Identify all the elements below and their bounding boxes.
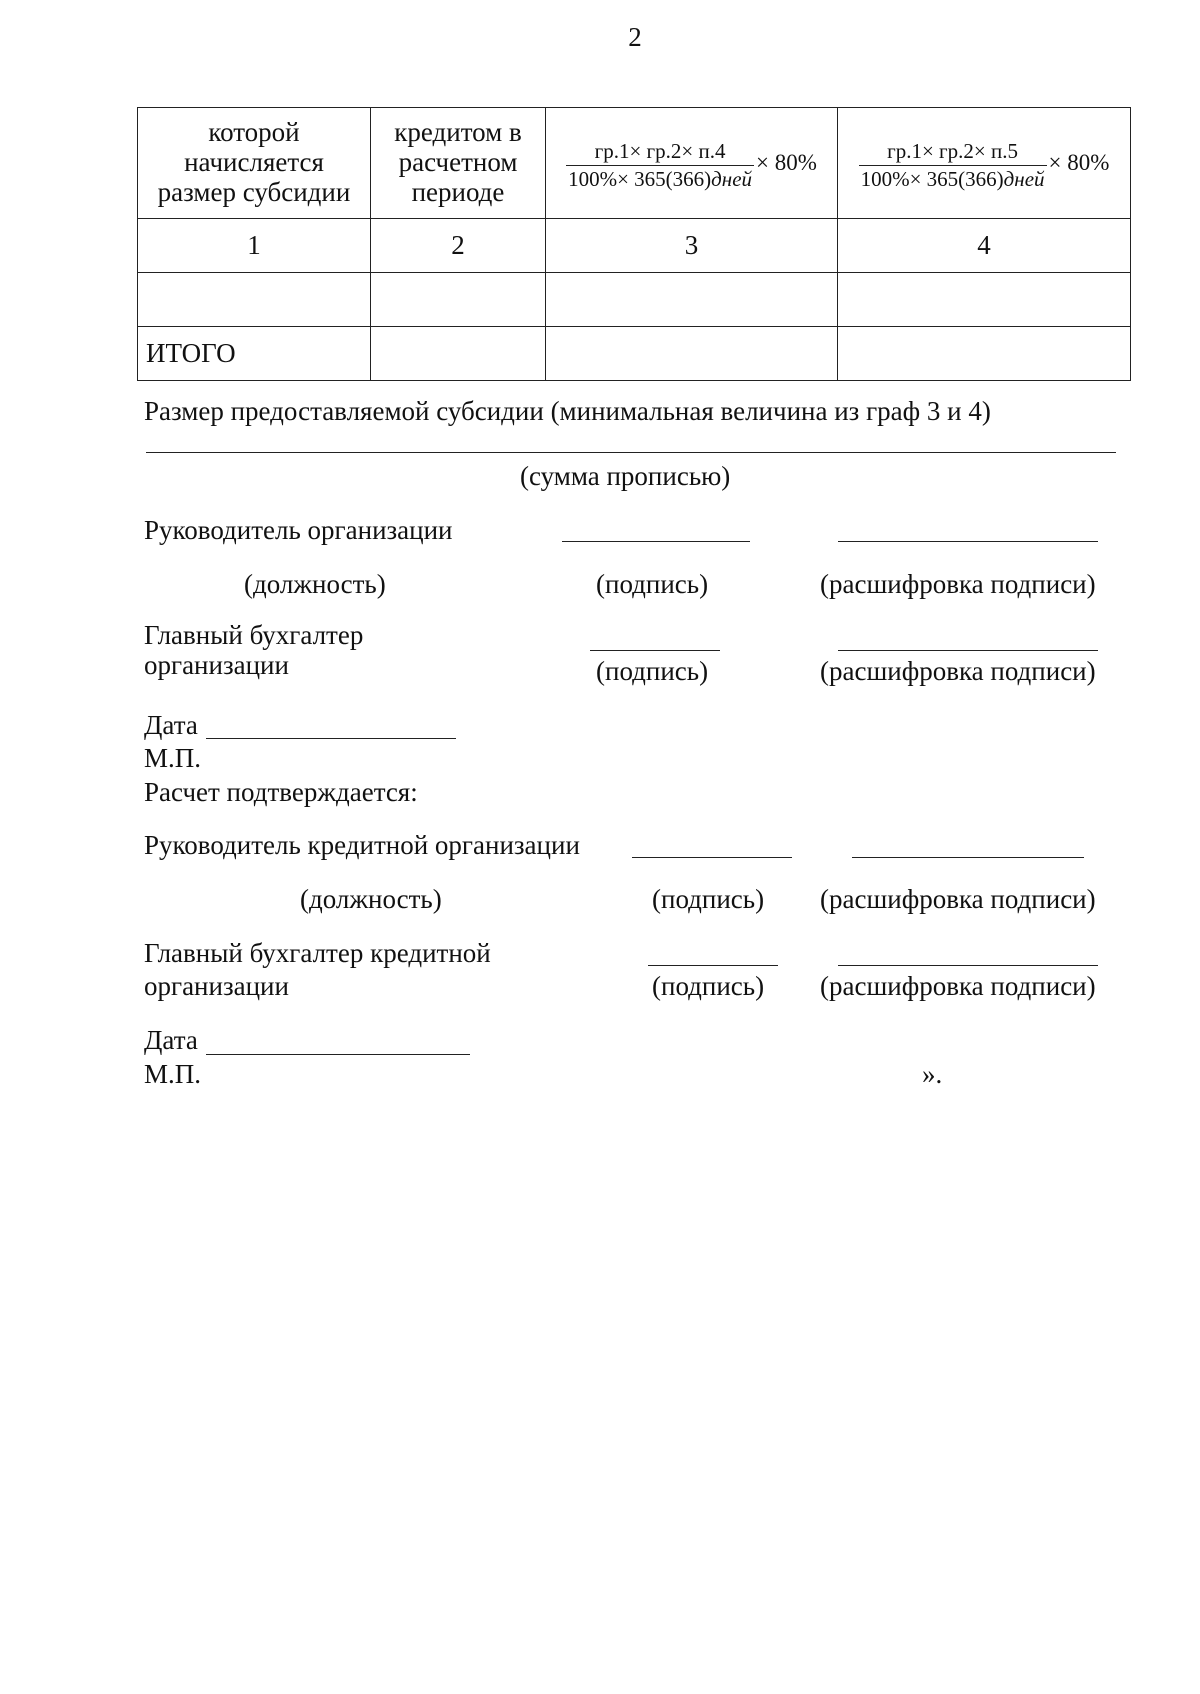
closing-quote: ».	[922, 1059, 943, 1089]
bank-chief-accountant-signature-line	[648, 965, 778, 966]
confirmation-label: Расчет подтверждается:	[144, 777, 418, 807]
bank-head-position-caption: (должность)	[300, 884, 442, 914]
chief-accountant-label-line1: Главный бухгалтер	[144, 620, 364, 650]
table-cell	[546, 327, 838, 381]
formula-column-3	[566, 140, 817, 191]
date-label: Дата	[144, 710, 198, 740]
stamp-label: М.П.	[144, 743, 202, 773]
column-number-3: 3	[546, 219, 838, 273]
formula-4-denominator: 100%× 365(366)дней	[860, 167, 1045, 191]
table-row	[138, 273, 1131, 327]
head-decoding-line	[838, 541, 1098, 542]
column-number-row	[138, 219, 1131, 273]
bank-chief-accountant-label-line2: организации	[144, 971, 289, 1001]
head-of-bank-label: Руководитель кредитной организации	[144, 830, 580, 860]
header-cell-3-formula	[546, 108, 838, 219]
column-number-1: 1	[138, 219, 371, 273]
bank-head-signature-line	[632, 857, 792, 858]
bank-head-decoding-caption: (расшифровка подписи)	[820, 884, 1096, 914]
formula-3-denominator: 100%× 365(366)дней	[568, 167, 753, 191]
header-cell-2: кредитом в расчетном периоде	[371, 108, 546, 219]
total-label: ИТОГО	[138, 327, 371, 381]
chief-accountant-decoding-line	[838, 650, 1098, 651]
subsidy-calculation-table	[137, 107, 1131, 381]
bank-chief-accountant-signature-caption: (подпись)	[652, 971, 765, 1001]
formula-4-multiplier: × 80%	[1048, 149, 1110, 175]
head-signature-line	[562, 541, 750, 542]
bank-chief-accountant-decoding-line	[838, 965, 1098, 966]
bank-stamp-label: М.П.	[144, 1059, 202, 1089]
date-line	[206, 738, 456, 739]
chief-accountant-label-line2: организации	[144, 650, 289, 680]
bank-head-decoding-line	[852, 857, 1084, 858]
amount-in-words-line	[146, 452, 1116, 453]
chief-accountant-signature-line	[590, 650, 720, 651]
column-number-4: 4	[838, 219, 1131, 273]
formula-3-numerator: гр.1× гр.2× п.4	[594, 138, 726, 163]
formula-4-numerator: гр.1× гр.2× п.5	[887, 138, 1018, 163]
formula-3-multiplier: × 80%	[756, 149, 817, 175]
chief-accountant-decoding-caption: (расшифровка подписи)	[820, 656, 1096, 686]
amount-in-words-caption: (сумма прописью)	[520, 461, 731, 491]
head-decoding-caption: (расшифровка подписи)	[820, 569, 1096, 599]
table-cell	[138, 273, 371, 327]
bank-chief-accountant-label-line1: Главный бухгалтер кредитной	[144, 938, 491, 968]
table-header-row	[138, 108, 1131, 219]
table-cell	[371, 273, 546, 327]
bank-date-label: Дата	[144, 1025, 198, 1055]
table-cell	[838, 327, 1131, 381]
formula-column-4	[859, 140, 1110, 191]
table-cell	[546, 273, 838, 327]
bank-date-line	[206, 1054, 470, 1055]
bank-head-signature-caption: (подпись)	[652, 884, 765, 914]
subsidy-size-label: Размер предоставляемой субсидии (минимальная величина из граф 3 и 4)	[144, 396, 991, 426]
table-cell	[371, 327, 546, 381]
table-cell	[838, 273, 1131, 327]
head-position-caption: (должность)	[244, 569, 386, 599]
bank-chief-accountant-decoding-caption: (расшифровка подписи)	[820, 971, 1096, 1001]
head-signature-caption: (подпись)	[596, 569, 709, 599]
header-cell-1: которой начисляется размер субсидии	[138, 108, 371, 219]
total-row	[138, 327, 1131, 381]
page-number: 2	[628, 22, 642, 52]
column-number-2: 2	[371, 219, 546, 273]
chief-accountant-signature-caption: (подпись)	[596, 656, 709, 686]
header-cell-4-formula	[838, 108, 1131, 219]
head-of-organization-label: Руководитель организации	[144, 515, 453, 545]
